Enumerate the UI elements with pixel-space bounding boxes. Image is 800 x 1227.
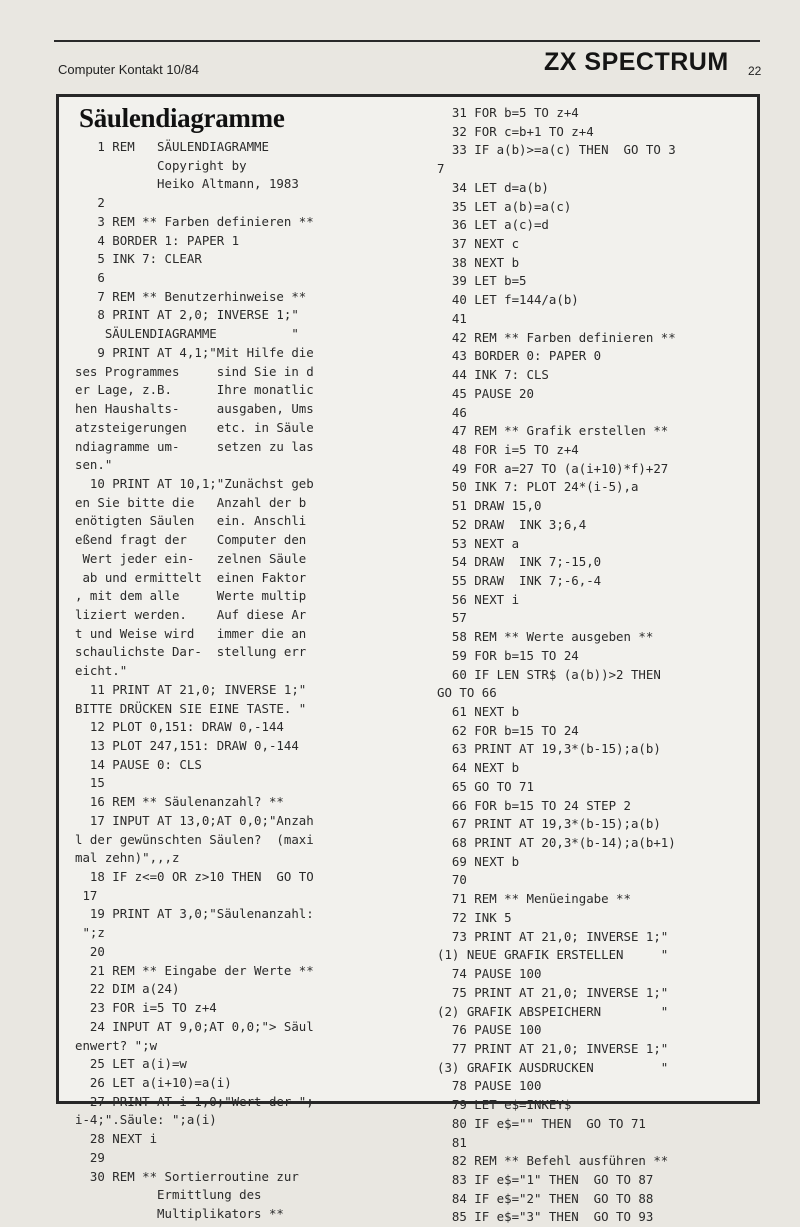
listing-title: Säulendiagramme [79,103,285,133]
code-line: 43 BORDER 0: PAPER 0 [437,348,602,364]
code-line: 44 INK 7: CLS [437,367,549,383]
code-line: 21 REM ** Eingabe der Werte ** [75,962,314,978]
code-line: 11 PRINT AT 21,0; INVERSE 1;" [75,681,307,697]
code-line: 82 REM ** Befehl ausführen ** [437,1153,669,1169]
code-line: 51 DRAW 15,0 [437,498,542,514]
code-line: 26 LET a(i+10)=a(i) [75,1074,232,1090]
code-line: 71 REM ** Menüeingabe ** [437,891,631,907]
code-line: 56 NEXT i [437,591,520,607]
code-line: 62 FOR b=15 TO 24 [437,722,579,738]
code-line: GO TO 66 [437,685,497,701]
code-line: 27 PRINT AT i-1,0;"Wert der "; [75,1093,314,1109]
code-line: 5 INK 7: CLEAR [75,251,202,267]
code-line: 61 NEXT b [437,704,520,719]
code-line: (2) GRAFIK ABSPEICHERN " [437,1003,669,1019]
code-line: 2 [75,195,105,211]
code-line: 12 PLOT 0,151: DRAW 0,-144 [75,719,284,735]
program-listing-box [56,94,760,1225]
code-line: 9 PRINT AT 4,1;"Mit Hilfe die [75,344,314,360]
code-line: 14 PAUSE 0: CLS [75,756,202,772]
code-line: eßend fragt der Computer den [75,532,307,548]
section-brand: ZX SPECTRUM [544,48,729,76]
code-line: 73 PRINT AT 21,0; INVERSE 1;" [437,928,669,944]
code-line: 42 REM ** Farben definieren ** [437,329,676,345]
code-line: 79 LET e$=INKEY$ [437,1097,572,1113]
code-line: 32 FOR c=b+1 TO z+4 [437,123,594,139]
code-line: 19 PRINT AT 3,0;"Säulenanzahl: [75,906,314,922]
code-line: 65 GO TO 71 [437,778,534,794]
code-line: 54 DRAW INK 7;-15,0 [437,554,602,570]
code-line: 60 IF LEN STR$ (a(b))>2 THEN [437,666,661,682]
listing-right-column [437,104,676,1227]
code-line: 72 INK 5 [437,909,512,925]
code-line: 75 PRINT AT 21,0; INVERSE 1;" [437,984,669,1000]
code-line: enwert? ";w [75,1037,158,1053]
code-line: 3 REM ** Farben definieren ** [75,213,314,229]
code-line: 20 [75,943,105,959]
code-line: 47 REM ** Grafik erstellen ** [437,423,669,439]
code-line: 15 [75,775,105,791]
code-line: ndiagramme um- setzen zu las [75,438,314,454]
code-line: 40 LET f=144/a(b) [437,292,579,308]
code-line: 50 INK 7: PLOT 24*(i-5),a [437,479,639,495]
code-line: 23 FOR i=5 TO z+4 [75,1000,217,1016]
code-line: 31 FOR b=5 TO z+4 [437,105,579,120]
code-line: schaulichste Dar- stellung err [75,644,307,660]
code-line: 10 PRINT AT 10,1;"Zunächst geb [75,475,314,491]
code-line: 70 [437,872,467,888]
code-line: 85 IF e$="3" THEN GO TO 93 [437,1209,654,1225]
code-line: 52 DRAW INK 3;6,4 [437,516,587,532]
code-line: 74 PAUSE 100 [437,966,542,982]
code-line: 84 IF e$="2" THEN GO TO 88 [437,1190,654,1206]
code-line: 13 PLOT 247,151: DRAW 0,-144 [75,738,299,753]
code-line: 41 [437,310,467,326]
code-line: 7 [437,161,445,177]
code-line: 57 [437,610,467,626]
code-line: 59 FOR b=15 TO 24 [437,647,579,663]
code-line: Multiplikators ** [75,1205,284,1221]
code-line: 17 INPUT AT 13,0;AT 0,0;"Anzah [75,812,314,828]
code-line: 55 DRAW INK 7;-6,-4 [437,572,602,588]
code-line: SÄULENDIAGRAMME " [75,326,299,342]
code-line: 28 NEXT i [75,1131,158,1147]
code-line: 30 REM ** Sortierroutine zur [75,1168,299,1184]
code-line: atzsteigerungen etc. in Säule [75,419,314,435]
code-line: t und Weise wird immer die an [75,625,307,641]
code-line: 25 LET a(i)=w [75,1056,187,1072]
magazine-issue: Computer Kontakt 10/84 [58,62,199,77]
code-line: 39 LET b=5 [437,273,527,289]
code-line: sen." [75,457,113,473]
code-line: er Lage, z.B. Ihre monatlic [75,382,314,398]
listing-left-column [75,138,314,1224]
code-line: 67 PRINT AT 19,3*(b-15);a(b) [437,816,661,832]
code-line: 37 NEXT c [437,236,520,252]
code-line: 48 FOR i=5 TO z+4 [437,441,579,457]
code-line: Heiko Altmann, 1983 [75,176,299,192]
code-line: 16 REM ** Säulenanzahl? ** [75,794,284,810]
page-header [54,40,760,82]
code-line: 64 NEXT b [437,760,520,776]
code-line: 17 [75,887,98,903]
code-line: 1 REM SÄULENDIAGRAMME [75,139,269,154]
code-line: Wert jeder ein- zelnen Säule [75,550,307,566]
code-line: mal zehn)",,,z [75,850,180,866]
code-line: Copyright by [75,157,247,173]
code-line: 33 IF a(b)>=a(c) THEN GO TO 3 [437,142,676,158]
code-line: (3) GRAFIK AUSDRUCKEN " [437,1059,669,1075]
code-line: liziert werden. Auf diese Ar [75,606,307,622]
code-line: 24 INPUT AT 9,0;AT 0,0;"> Säul [75,1018,314,1034]
code-line: 77 PRINT AT 21,0; INVERSE 1;" [437,1040,669,1056]
code-line: hen Haushalts- ausgaben, Ums [75,401,314,417]
code-line: 29 [75,1149,105,1165]
code-line: , mit dem alle Werte multip [75,588,307,604]
code-line: 80 IF e$="" THEN GO TO 71 [437,1115,646,1131]
code-line: l der gewünschten Säulen? (maxi [75,831,314,847]
code-line: 38 NEXT b [437,254,520,270]
code-line: 66 FOR b=15 TO 24 STEP 2 [437,797,631,813]
code-line: 53 NEXT a [437,535,520,551]
code-line: 22 DIM a(24) [75,981,180,997]
code-line: 83 IF e$="1" THEN GO TO 87 [437,1171,654,1187]
code-line: 35 LET a(b)=a(c) [437,198,572,214]
code-line: 4 BORDER 1: PAPER 1 [75,232,240,248]
code-line: 18 IF z<=0 OR z>10 THEN GO TO [75,869,314,885]
code-line: 7 REM ** Benutzerhinweise ** [75,288,307,304]
code-line: ab und ermittelt einen Faktor [75,569,307,585]
code-line: enötigten Säulen ein. Anschli [75,513,307,529]
code-line: ses Programmes sind Sie in d [75,363,314,379]
code-line: 81 [437,1134,467,1150]
code-line: 8 PRINT AT 2,0; INVERSE 1;" [75,307,299,323]
code-line: 58 REM ** Werte ausgeben ** [437,629,654,645]
code-line: ";z [75,925,105,941]
code-line: Ermittlung des [75,1187,262,1203]
code-line: 46 [437,404,467,420]
code-line: 49 FOR a=27 TO (a(i+10)*f)+27 [437,460,669,476]
code-line: (1) NEUE GRAFIK ERSTELLEN " [437,947,669,963]
code-line: 6 [75,270,105,286]
code-line: eicht." [75,663,128,679]
code-line: 34 LET d=a(b) [437,179,549,195]
code-line: 78 PAUSE 100 [437,1078,542,1094]
code-line: 76 PAUSE 100 [437,1022,542,1038]
code-line: 69 NEXT b [437,853,520,869]
page-number: 22 [748,64,762,78]
code-line: en Sie bitte die Anzahl der b [75,494,307,510]
code-line: 68 PRINT AT 20,3*(b-14);a(b+1) [437,835,676,851]
code-line: i-4;".Säule: ";a(i) [75,1112,217,1128]
code-line: 45 PAUSE 20 [437,385,534,401]
code-line: 36 LET a(c)=d [437,217,549,233]
code-line: 63 PRINT AT 19,3*(b-15);a(b) [437,741,661,757]
code-line: BITTE DRÜCKEN SIE EINE TASTE. " [75,700,307,716]
